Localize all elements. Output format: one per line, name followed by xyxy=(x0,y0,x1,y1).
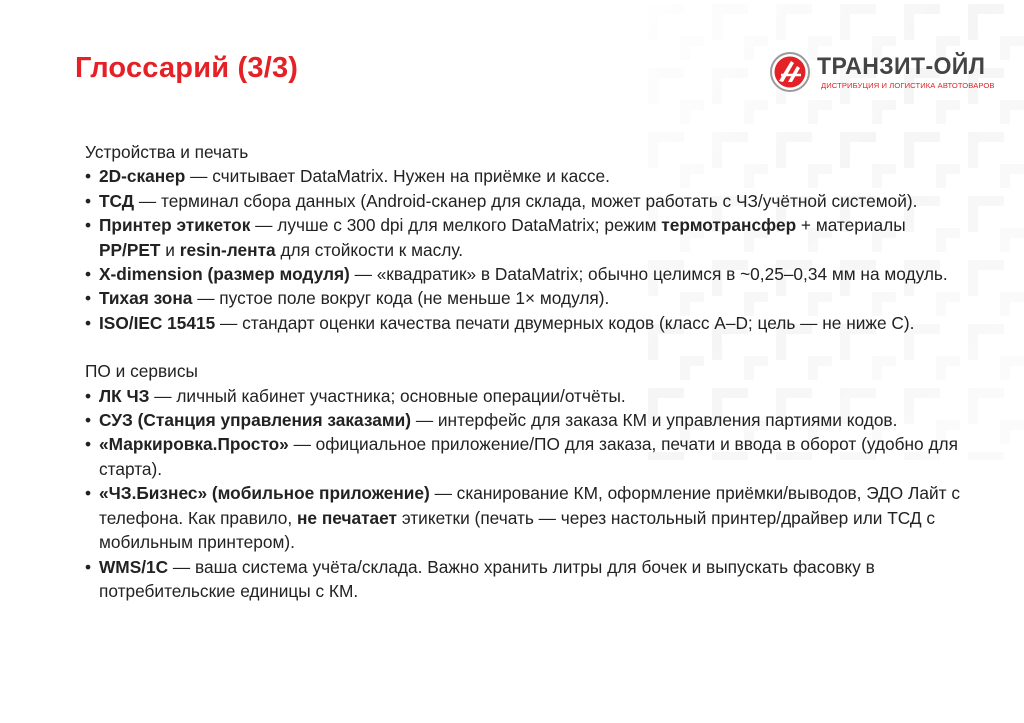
glossary-item xyxy=(85,164,965,188)
bullet-point: • xyxy=(85,190,92,211)
term: «Маркировка.Просто» xyxy=(99,434,289,455)
term: Тихая зона xyxy=(99,288,193,309)
glossary-item xyxy=(85,408,965,432)
glossary-item xyxy=(85,262,965,286)
bullet-point: • xyxy=(85,410,92,431)
definition-text: + материалы xyxy=(796,215,906,236)
definition-text: — пустое поле вокруг кода (не меньше 1× модуля). xyxy=(192,288,610,309)
section-heading: Устройства и печать xyxy=(85,142,249,162)
definition-text: — официальное приложение/ПО для заказа, печати и ввода в оборот (удобно для старта). xyxy=(99,434,958,479)
term: 2D-сканер xyxy=(99,166,186,187)
bullet-point: • xyxy=(85,215,92,236)
term: ISO/IEC 15415 xyxy=(99,312,216,333)
definition-text: — «квадратик» в DataMatrix; обычно целимся в ~0,25–0,34 мм на модуль. xyxy=(349,264,948,285)
bullet-point: • xyxy=(85,312,92,333)
glossary-item xyxy=(85,213,965,262)
term: «ЧЗ.Бизнес» (мобильное приложение) xyxy=(99,483,430,504)
term: WMS/1C xyxy=(99,556,169,577)
glossary-item xyxy=(85,432,965,481)
glossary-item xyxy=(85,481,965,554)
definition-text: — ваша система учёта/склада. Важно хранить литры для бочек и выпускать фасовку в потребительские единицы с КМ. xyxy=(99,556,875,601)
logo-tagline: ДИСТРИБУЦИЯ И ЛОГИСТИКА АВТОТОВАРОВ xyxy=(821,81,995,90)
term: не печатает xyxy=(296,507,398,528)
term: ТСД xyxy=(99,190,135,211)
logo-name: ТРАНЗИТ-ОЙЛ xyxy=(817,53,986,80)
definition-text: и xyxy=(160,239,180,260)
term: термотрансфер xyxy=(661,215,797,236)
definition-text: — терминал сбора данных (Android-сканер для склада, может работать с ЧЗ/учётной системой). xyxy=(134,190,918,211)
transit-oil-logo-icon xyxy=(769,51,811,93)
glossary-content xyxy=(85,140,965,603)
term: PP/PET xyxy=(99,239,161,260)
bullet-point: • xyxy=(85,264,92,285)
definition-text: — сканирование КМ, оформление приёмки/выводов, ЭДО Лайт с телефона. Как правило, xyxy=(99,483,960,528)
definition-text: — считывает DataMatrix. Нужен на приёмке и кассе. xyxy=(185,166,610,187)
term: X-dimension (размер модуля) xyxy=(99,264,350,285)
glossary-item xyxy=(85,311,965,335)
section-gap xyxy=(85,335,965,359)
term: СУЗ (Станция управления заказами) xyxy=(99,410,412,431)
company-logo xyxy=(769,51,995,95)
section-heading: ПО и сервисы xyxy=(85,361,198,382)
bullet-point: • xyxy=(85,483,92,504)
definition-text: этикетки (печать — через настольный принтер/драйвер или ТСД с мобильным принтером). xyxy=(99,507,936,553)
definition-text: — стандарт оценки качества печати двумерных кодов (класс A–D; цель — не ниже C). xyxy=(215,312,915,333)
bullet-point: • xyxy=(85,556,92,577)
glossary-item xyxy=(85,286,965,310)
bullet-point: • xyxy=(85,385,92,406)
glossary-list xyxy=(85,164,965,335)
bullet-point: • xyxy=(85,166,92,187)
definition-text: для стойкости к маслу. xyxy=(275,239,464,260)
definition-text: — интерфейс для заказа КМ и управления партиями кодов. xyxy=(411,410,898,431)
term: resin-лента xyxy=(179,239,276,260)
definition-text: — личный кабинет участника; основные операции/отчёты. xyxy=(149,385,626,406)
bullet-point: • xyxy=(85,434,92,455)
term: Принтер этикеток xyxy=(99,215,251,236)
bullet-point: • xyxy=(85,288,92,309)
glossary-item xyxy=(85,189,965,213)
glossary-list xyxy=(85,384,965,604)
definition-text: — лучше с 300 dpi для мелкого DataMatrix; режим xyxy=(250,215,662,236)
glossary-item xyxy=(85,555,965,604)
term: ЛК ЧЗ xyxy=(99,385,150,406)
glossary-item xyxy=(85,384,965,408)
page-title: Глоссарий (3/3) xyxy=(75,52,299,84)
